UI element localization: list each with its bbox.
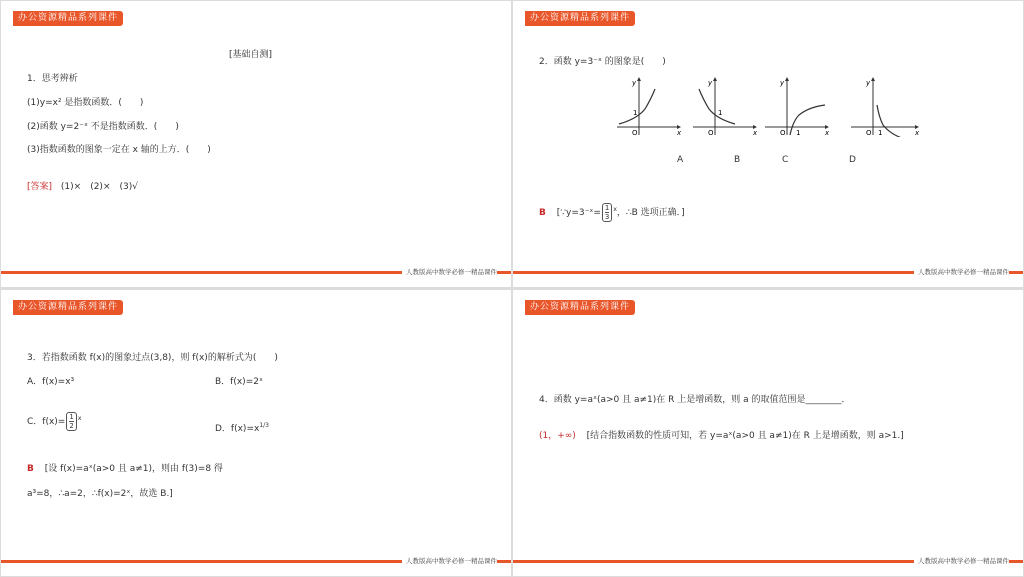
statement-3: (3)指数函数的图象一定在 x 轴的上方．( ) — [27, 145, 211, 155]
origin-label: O — [632, 129, 638, 137]
graph-c — [763, 75, 829, 137]
origin-label: O — [780, 129, 786, 137]
axis-y-label: y — [708, 79, 713, 87]
answer-letter: B — [27, 464, 34, 474]
graph-a — [615, 75, 681, 137]
tick-one-label: 1 — [878, 129, 883, 137]
axis-x-label: x — [825, 129, 829, 137]
slide-4 — [513, 290, 1023, 576]
series-tag: 办公资源精品系列课件 — [525, 300, 635, 315]
graph-d — [849, 75, 919, 137]
slide-3 — [1, 290, 511, 576]
slide-1 — [1, 1, 511, 287]
fraction — [66, 412, 76, 431]
answer-range: (1，+∞) — [539, 431, 576, 441]
question-2: 2．函数 y=3⁻ˣ 的图象是( ) — [539, 57, 666, 67]
option-d — [215, 420, 269, 435]
answer-label: [答案] — [27, 182, 53, 192]
question-1-title: 1．思考辨析 — [27, 74, 78, 84]
footer-text: 人教版高中数学必修一精品课件 — [402, 266, 497, 278]
series-tag: 办公资源精品系列课件 — [525, 11, 635, 26]
answer-line — [27, 181, 138, 193]
answer-letter: B — [539, 208, 546, 218]
answer-text: [结合指数函数的性质可知，若 y=aˣ(a>0 且 a≠1)在 R 上是增函数，则 a>1.] — [586, 431, 904, 441]
answer-prefix: [∵y=3⁻ˣ= — [556, 208, 601, 218]
section-heading: [基础自测] — [229, 50, 273, 60]
axis-y-label: y — [780, 79, 785, 87]
answer-text: (1)× (2)× (3)√ — [60, 182, 138, 192]
answer-line — [539, 430, 904, 442]
origin-label: O — [708, 129, 714, 137]
axis-x-label: x — [915, 129, 919, 137]
axis-y-label: y — [632, 79, 637, 87]
slide-2 — [513, 1, 1023, 287]
footer-text: 人教版高中数学必修一精品课件 — [914, 555, 1009, 567]
question-4: 4．函数 y=aˣ(a>0 且 a≠1)在 R 上是增函数，则 a 的取值范围是________． — [539, 395, 851, 405]
answer-line-1 — [27, 463, 223, 475]
option-c-prefix: C．f(x)= — [27, 417, 66, 427]
fraction-denominator: 2 — [69, 422, 74, 430]
fraction-denominator: 3 — [604, 213, 610, 221]
option-c — [27, 405, 81, 436]
answer-line-2: a³=8，∴a=2，∴f(x)=2ˣ，故选 B.] — [27, 489, 173, 499]
fraction-numerator: 1 — [69, 413, 74, 421]
graph-label-d: D — [849, 155, 856, 165]
graph-b — [691, 75, 757, 137]
graph-label-c: C — [782, 155, 789, 165]
axis-x-label: x — [677, 129, 681, 137]
answer-suffix: ，∴B 选项正确．] — [616, 208, 685, 218]
fraction-numerator: 1 — [604, 204, 610, 212]
fraction — [602, 203, 612, 222]
statement-1: (1)y=x² 是指数函数．( ) — [27, 98, 144, 108]
series-tag: 办公资源精品系列课件 — [13, 11, 123, 26]
option-d-prefix: D．f(x)=x — [215, 424, 260, 434]
answer-text-1: [设 f(x)=aˣ(a>0 且 a≠1)，则由 f(3)=8 得 — [44, 464, 223, 474]
answer-line — [539, 197, 685, 226]
footer-text: 人教版高中数学必修一精品课件 — [914, 266, 1009, 278]
option-d-exponent: 1/3 — [259, 422, 269, 429]
footer-text: 人教版高中数学必修一精品课件 — [402, 555, 497, 567]
fraction-exponent: x — [613, 206, 617, 213]
tick-one-label: 1 — [796, 129, 801, 137]
graph-label-a: A — [677, 155, 684, 165]
origin-label: O — [866, 129, 872, 137]
tick-one-label: 1 — [718, 109, 723, 117]
option-b: B．f(x)=2ˣ — [215, 377, 263, 387]
option-a: A．f(x)=x³ — [27, 377, 75, 387]
series-tag: 办公资源精品系列课件 — [13, 300, 123, 315]
statement-2: (2)函数 y=2⁻ˣ 不是指数函数．( ) — [27, 122, 179, 132]
graph-label-b: B — [734, 155, 741, 165]
question-3: 3．若指数函数 f(x)的图象过点(3,8)，则 f(x)的解析式为( ) — [27, 353, 278, 363]
tick-one-label: 1 — [633, 109, 638, 117]
axis-x-label: x — [753, 129, 757, 137]
axis-y-label: y — [866, 79, 871, 87]
fraction-exponent: x — [77, 415, 82, 422]
